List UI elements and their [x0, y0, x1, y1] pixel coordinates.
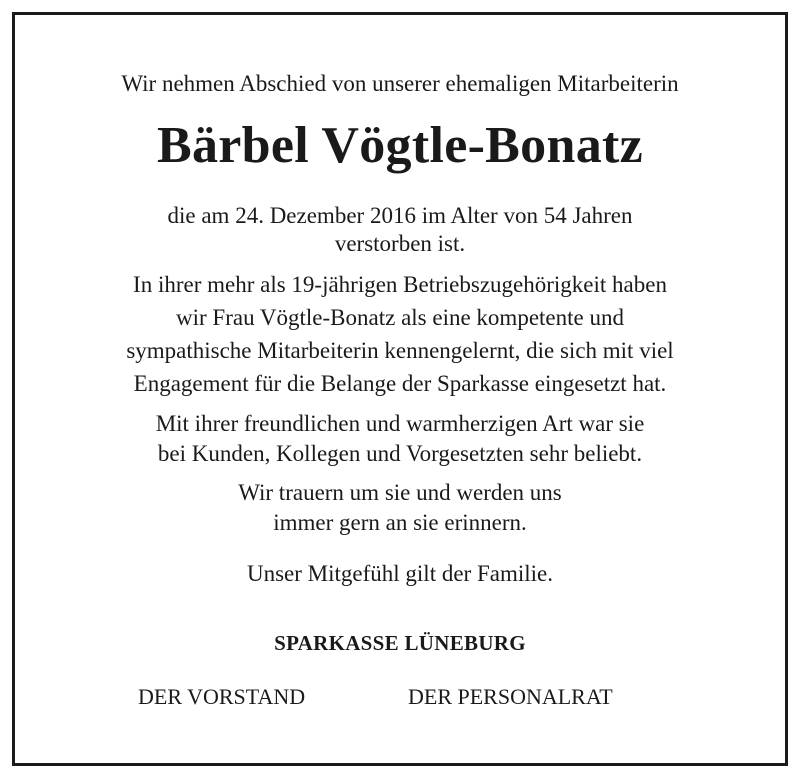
- tribute-line-3: sympathische Mitarbeiterin kennengelernt, die sich mit viel: [126, 338, 674, 363]
- deceased-name: Bärbel Vögtle-Bonatz: [157, 117, 643, 174]
- tribute-line-2: wir Frau Vögtle-Bonatz als eine kompetente und: [176, 305, 624, 330]
- mourning-line-1: Wir trauern um sie und werden uns: [238, 480, 562, 505]
- death-line-1: die am 24. Dezember 2016 im Alter von 54 Jahren: [167, 203, 633, 228]
- tribute-line-4: Engagement für die Belange der Sparkasse eingesetzt hat.: [133, 371, 667, 396]
- signer-staff-council: DER PERSONALRAT: [408, 684, 613, 709]
- signers-row: [0, 683, 800, 711]
- tribute-line-1: In ihrer mehr als 19-jährigen Betriebszugehörigkeit haben: [133, 272, 667, 297]
- death-line-2: verstorben ist.: [334, 231, 466, 256]
- signer-board: DER VORSTAND: [138, 684, 306, 709]
- character-line-2: bei Kunden, Kollegen und Vorgesetzten sehr beliebt.: [157, 441, 643, 466]
- intro-line: Wir nehmen Abschied von unserer ehemaligen Mitarbeiterin: [121, 71, 679, 96]
- organization-name: SPARKASSE LÜNEBURG: [274, 631, 526, 655]
- mourning-line-2: immer gern an sie erinnern.: [273, 510, 527, 535]
- condolence-line: Unser Mitgefühl gilt der Familie.: [247, 561, 553, 586]
- character-line-1: Mit ihrer freundlichen und warmherzigen Art war sie: [155, 411, 645, 436]
